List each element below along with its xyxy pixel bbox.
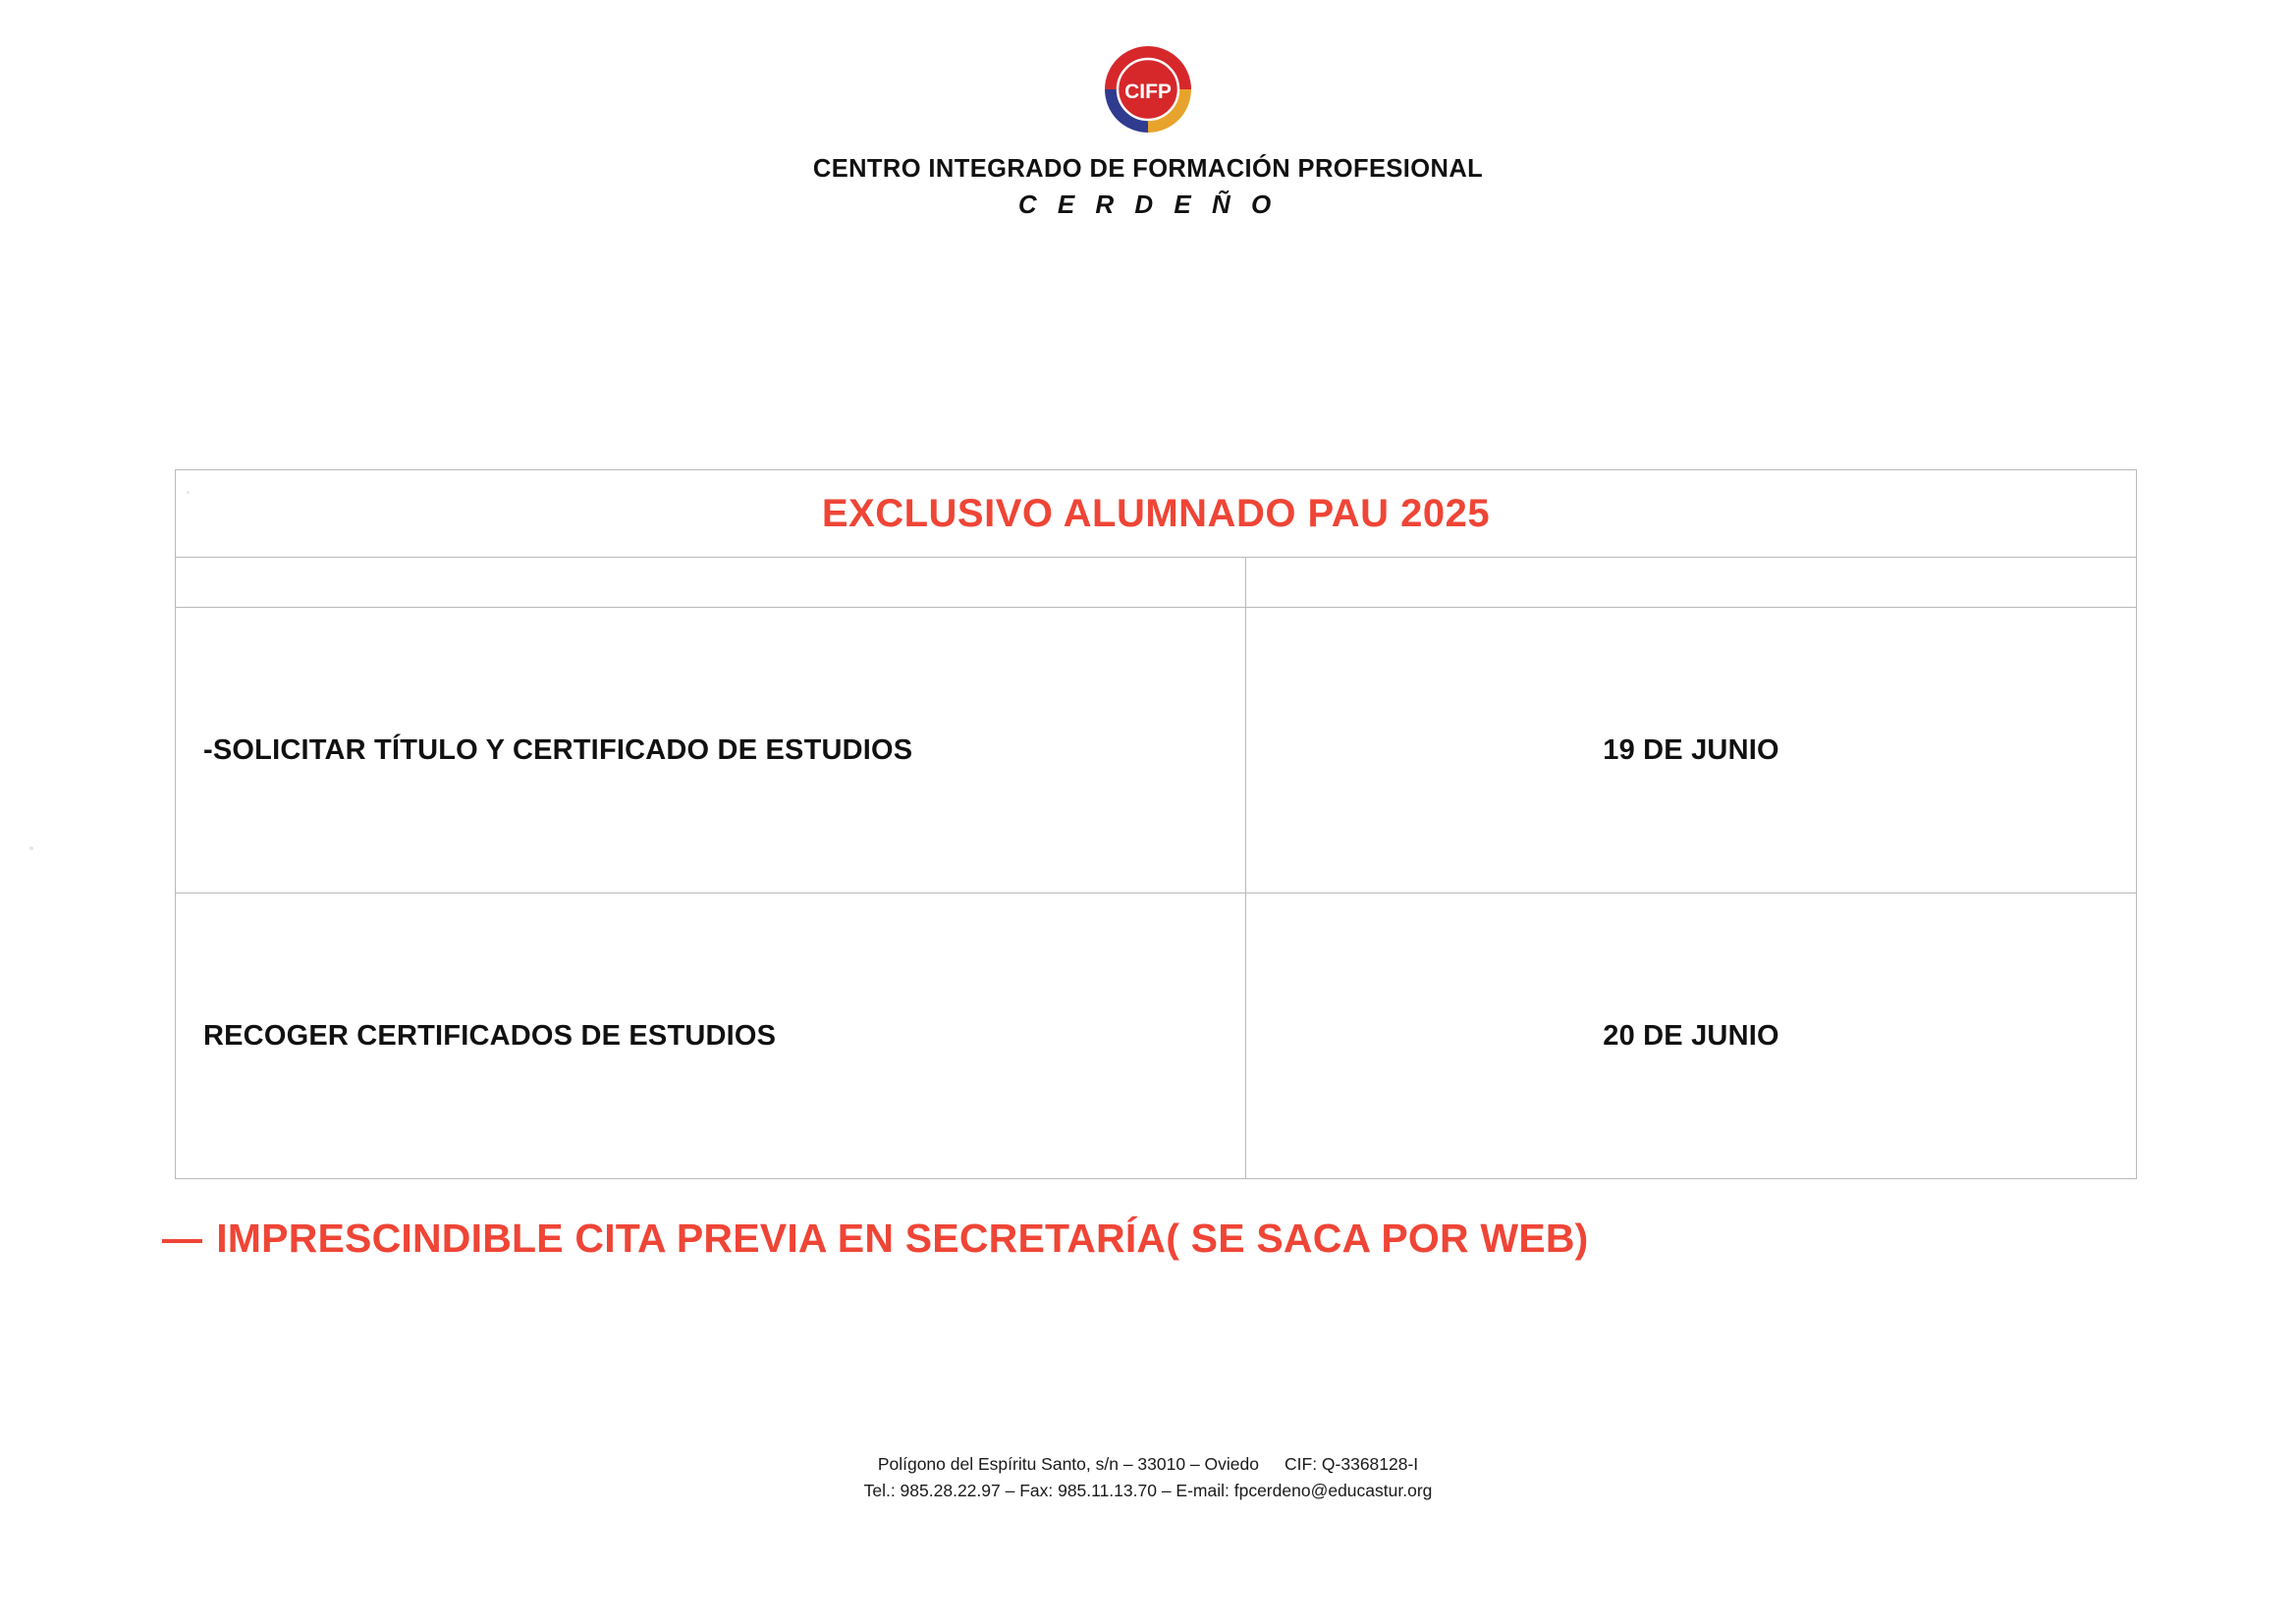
scan-speck [187,491,190,494]
task-cell: -SOLICITAR TÍTULO Y CERTIFICADO DE ESTUDIOS [176,608,1246,893]
date-cell: 19 DE JUNIO [1246,608,2137,893]
table-spacer-row [176,558,2137,608]
table-row [176,608,2137,893]
scan-speck [29,846,33,850]
appointment-note [162,1216,2126,1262]
table-title-row [176,470,2137,558]
notice-table [175,469,2137,1179]
table-title-cell [176,470,2137,558]
table-row [176,893,2137,1179]
notice-table-container [175,469,2137,1179]
note-dash: — [162,1216,203,1261]
document-header [0,0,2296,220]
document-footer [0,1451,2296,1504]
svg-text:CIFP: CIFP [1124,81,1172,103]
footer-line-1 [0,1451,2296,1478]
footer-cif: CIF: Q-3368128-I [1285,1454,1419,1474]
footer-contact: Tel.: 985.28.22.97 – Fax: 985.11.13.70 – E-mail: fpcerdeno@educastur.org [863,1481,1433,1501]
logo-container [0,41,2296,137]
date-cell: 20 DE JUNIO [1246,893,2137,1179]
cifp-logo-icon [1100,41,1196,137]
task-cell: RECOGER CERTIFICADOS DE ESTUDIOS [176,893,1246,1179]
organization-name: CENTRO INTEGRADO DE FORMACIÓN PROFESIONAL [812,155,1484,183]
organization-site: C E R D E Ñ O [1017,189,1279,219]
note-text: IMPRESCINDIBLE CITA PREVIA EN SECRETARÍA( SE SACA POR WEB) [216,1216,1589,1261]
spacer-cell-right [1246,558,2137,608]
notice-title: EXCLUSIVO ALUMNADO PAU 2025 [821,491,1491,535]
spacer-cell-left [176,558,1246,608]
footer-address: Polígono del Espíritu Santo, s/n – 33010 – Oviedo [877,1454,1259,1474]
